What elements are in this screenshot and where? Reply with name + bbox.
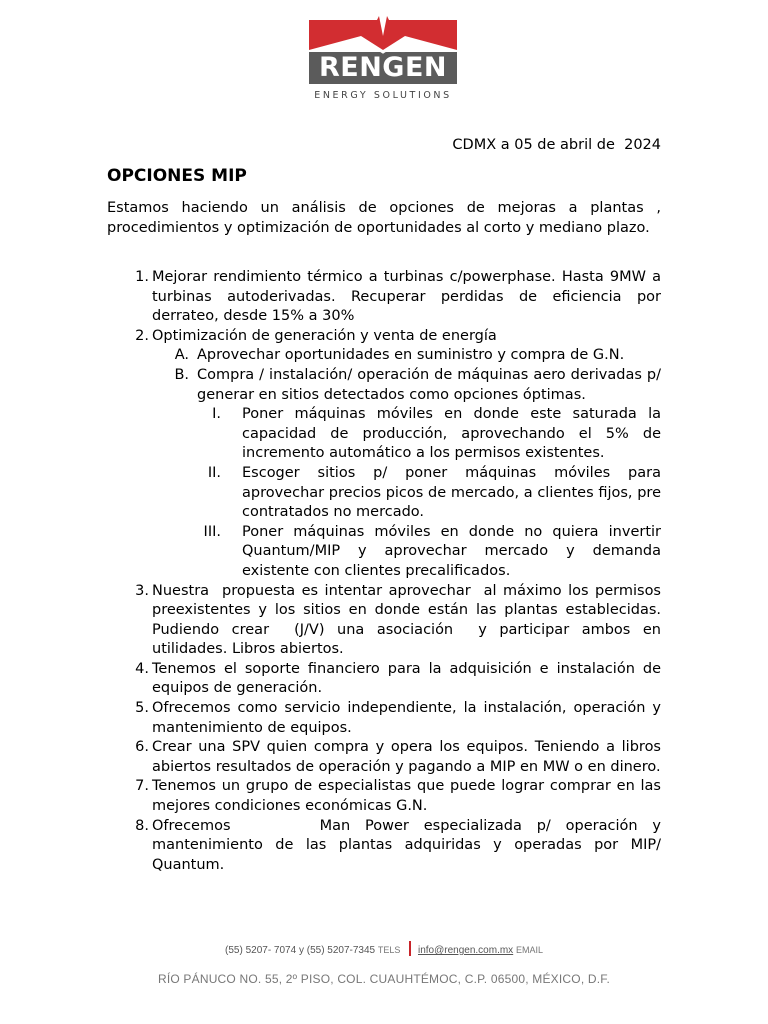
list-text: Ofrecemos Man Power especializada p/ operación y mantenimiento de las plantas adquiridas y operadas por MIP/ Quantum. [152,817,666,873]
list-number: 6. [135,739,149,756]
list-item [107,268,661,327]
document-date: CDMX a 05 de abril de 2024 [452,137,661,153]
list-number: II. [207,464,221,481]
list-text: Poner máquinas móviles en donde este saturada la capacidad de producción, aprovechando el 5% de incremento automático a los permisos existentes. [242,406,661,462]
list-item [107,660,661,699]
list-text: Mejorar rendimiento térmico a turbinas c/powerphase. Hasta 9MW a turbinas autoderivadas. Recuperar perdidas de eficiencia por derrateo, desde 15% a 30% [152,269,661,325]
sub-list-item [107,346,661,366]
list-item [107,699,661,738]
list-number: 5. [135,700,149,717]
list-number: 7. [135,778,149,795]
list-item [107,327,661,347]
footer-contact [0,941,768,956]
roman-list-item [107,464,661,523]
document-title: OPCIONES MIP [107,166,247,186]
list-text: Nuestra propuesta es intentar aprovechar al máximo los permisos preexistentes y los sitios en donde están las plantas establecidas. Pudiendo crear (J/V) una asociación y participar ambos en utilidades. Libros abiertos. [152,582,666,658]
email-label: EMAIL [515,945,543,955]
intro-paragraph: Estamos haciendo un análisis de opciones de mejoras a plantas , procedimientos y optimización de oportunidades al corto y mediano plazo. [107,200,661,236]
roman-list-item [107,523,661,582]
list-number: III. [203,523,221,540]
list-number: B. [174,366,189,383]
brand-name: RENGEN [318,52,448,83]
brand-tagline: ENERGY SOLUTIONS [314,90,452,101]
footer-divider [409,941,411,956]
list-text: Ofrecemos como servicio independiente, la instalación, operación y mantenimiento de equipos. [152,700,661,736]
list-number: A. [174,347,189,364]
footer-phones: (55) 5207- 7074 y (55) 5207-7345 [225,945,376,956]
list-text: Optimización de generación y venta de energía [152,327,497,344]
footer-address: RÍO PÁNUCO NO. 55, 2º PISO, COL. CUAUHTÉMOC, C.P. 06500, MÉXICO, D.F. [157,972,611,986]
list-text: Aprovechar oportunidades en suministro y compra de G.N. [197,347,625,364]
list-number: I. [212,406,221,423]
list-text: Poner máquinas móviles en donde no quiera invertir Quantum/MIP y aprovechar mercado y demanda existente con clientes precalificados. [242,523,661,579]
company-logo [307,16,459,106]
list-number: 2. [135,327,149,344]
list-text: Tenemos el soporte financiero para la adquisición e instalación de equipos de generación. [152,660,661,697]
list-text: Compra / instalación/ operación de máquinas aero derivadas p/ generar en sitios detectados como opciones óptimas. [197,366,661,403]
list-item [107,738,661,777]
list-number: 4. [135,660,149,677]
list-number: 3. [135,582,149,599]
list-number: 1. [135,269,149,285]
sub-list-item [107,366,661,405]
list-text: Escoger sitios p/ poner máquinas móviles para aprovechar precios picos de mercado, a clientes fijos, pre contratados no mercado. [242,464,661,521]
options-list [107,268,666,875]
list-text: Tenemos un grupo de especialistas que puede lograr comprar en las mejores condiciones económicas G.N. [152,778,661,815]
footer-email-link[interactable]: info@rengen.com.mx [417,945,514,956]
list-text: Crear una SPV quien compra y opera los equipos. Teniendo a libros abiertos resultados de operación y pagando a MIP en MW o en dinero. [152,739,661,775]
list-item [107,777,661,816]
list-item [107,817,666,876]
list-number: 8. [135,817,149,834]
phones-label: TELS [377,945,401,955]
roman-list-item [107,405,661,464]
list-item [107,582,666,660]
